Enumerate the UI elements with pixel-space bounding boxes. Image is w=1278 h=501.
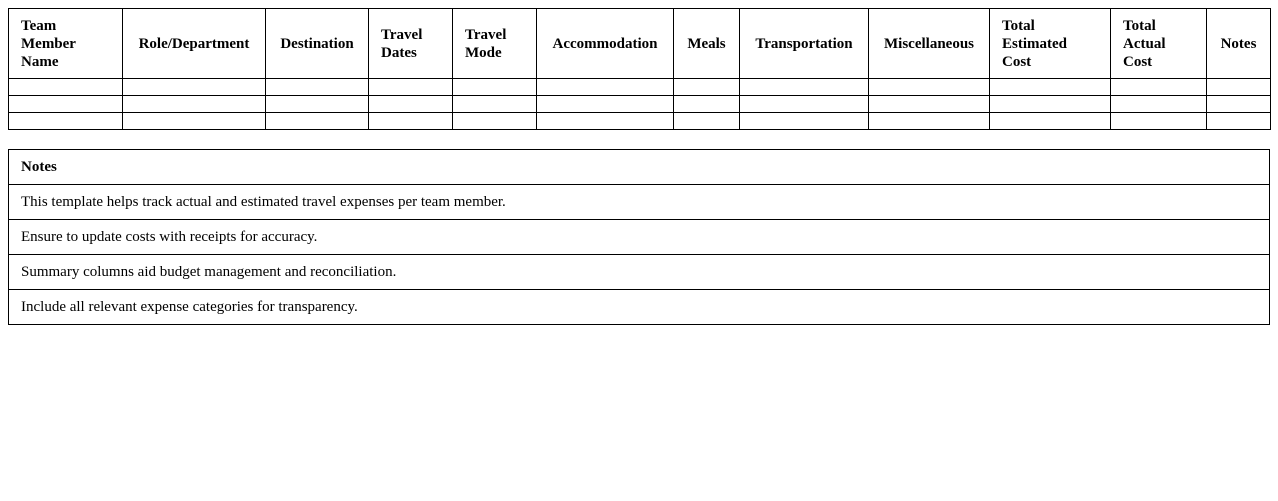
- table-cell[interactable]: [537, 96, 674, 113]
- table-cell[interactable]: [740, 96, 869, 113]
- table-cell[interactable]: [453, 96, 537, 113]
- header-travel-mode: Travel Mode: [453, 9, 537, 79]
- table-cell[interactable]: [740, 79, 869, 96]
- note-text: This template helps track actual and estimated travel expenses per team member.: [9, 185, 1270, 220]
- header-transportation: Transportation: [740, 9, 869, 79]
- header-notes: Notes: [1207, 9, 1271, 79]
- table-cell[interactable]: [990, 96, 1111, 113]
- table-cell[interactable]: [674, 96, 740, 113]
- table-cell[interactable]: [1207, 96, 1271, 113]
- table-cell[interactable]: [9, 96, 123, 113]
- table-cell[interactable]: [453, 113, 537, 130]
- table-cell[interactable]: [266, 79, 369, 96]
- header-accommodation: Accommodation: [537, 9, 674, 79]
- table-cell[interactable]: [266, 113, 369, 130]
- table-cell[interactable]: [453, 79, 537, 96]
- table-cell[interactable]: [740, 113, 869, 130]
- table-row: [9, 96, 1271, 113]
- table-cell[interactable]: [266, 96, 369, 113]
- table-cell[interactable]: [990, 113, 1111, 130]
- table-cell[interactable]: [123, 96, 266, 113]
- header-total-estimated-cost: Total Estimated Cost: [990, 9, 1111, 79]
- table-row: [9, 113, 1271, 130]
- table-cell[interactable]: [869, 113, 990, 130]
- notes-table: [8, 149, 1270, 325]
- table-cell[interactable]: [369, 113, 453, 130]
- table-cell[interactable]: [1111, 113, 1207, 130]
- note-text: Ensure to update costs with receipts for accuracy.: [9, 220, 1270, 255]
- table-cell[interactable]: [9, 79, 123, 96]
- table-cell[interactable]: [1111, 79, 1207, 96]
- table-cell[interactable]: [990, 79, 1111, 96]
- header-travel-dates: Travel Dates: [369, 9, 453, 79]
- table-cell[interactable]: [674, 79, 740, 96]
- table-cell[interactable]: [537, 113, 674, 130]
- table-cell[interactable]: [1207, 79, 1271, 96]
- table-cell[interactable]: [869, 79, 990, 96]
- table-header-row: [9, 9, 1271, 79]
- table-cell[interactable]: [1111, 96, 1207, 113]
- list-item: [9, 255, 1270, 290]
- table-cell[interactable]: [369, 79, 453, 96]
- table-cell[interactable]: [123, 79, 266, 96]
- notes-header-row: [9, 150, 1270, 185]
- notes-title: Notes: [9, 150, 1270, 185]
- header-team-member-name: Team Member Name: [9, 9, 123, 79]
- travel-expense-table: [8, 8, 1271, 130]
- table-cell[interactable]: [369, 96, 453, 113]
- header-miscellaneous: Miscellaneous: [869, 9, 990, 79]
- table-cell[interactable]: [1207, 113, 1271, 130]
- table-cell[interactable]: [123, 113, 266, 130]
- header-role-department: Role/Department: [123, 9, 266, 79]
- table-cell[interactable]: [674, 113, 740, 130]
- table-cell[interactable]: [869, 96, 990, 113]
- header-destination: Destination: [266, 9, 369, 79]
- list-item: [9, 185, 1270, 220]
- header-meals: Meals: [674, 9, 740, 79]
- list-item: [9, 290, 1270, 325]
- table-cell[interactable]: [537, 79, 674, 96]
- list-item: [9, 220, 1270, 255]
- note-text: Summary columns aid budget management and reconciliation.: [9, 255, 1270, 290]
- note-text: Include all relevant expense categories for transparency.: [9, 290, 1270, 325]
- header-total-actual-cost: Total Actual Cost: [1111, 9, 1207, 79]
- table-row: [9, 79, 1271, 96]
- table-cell[interactable]: [9, 113, 123, 130]
